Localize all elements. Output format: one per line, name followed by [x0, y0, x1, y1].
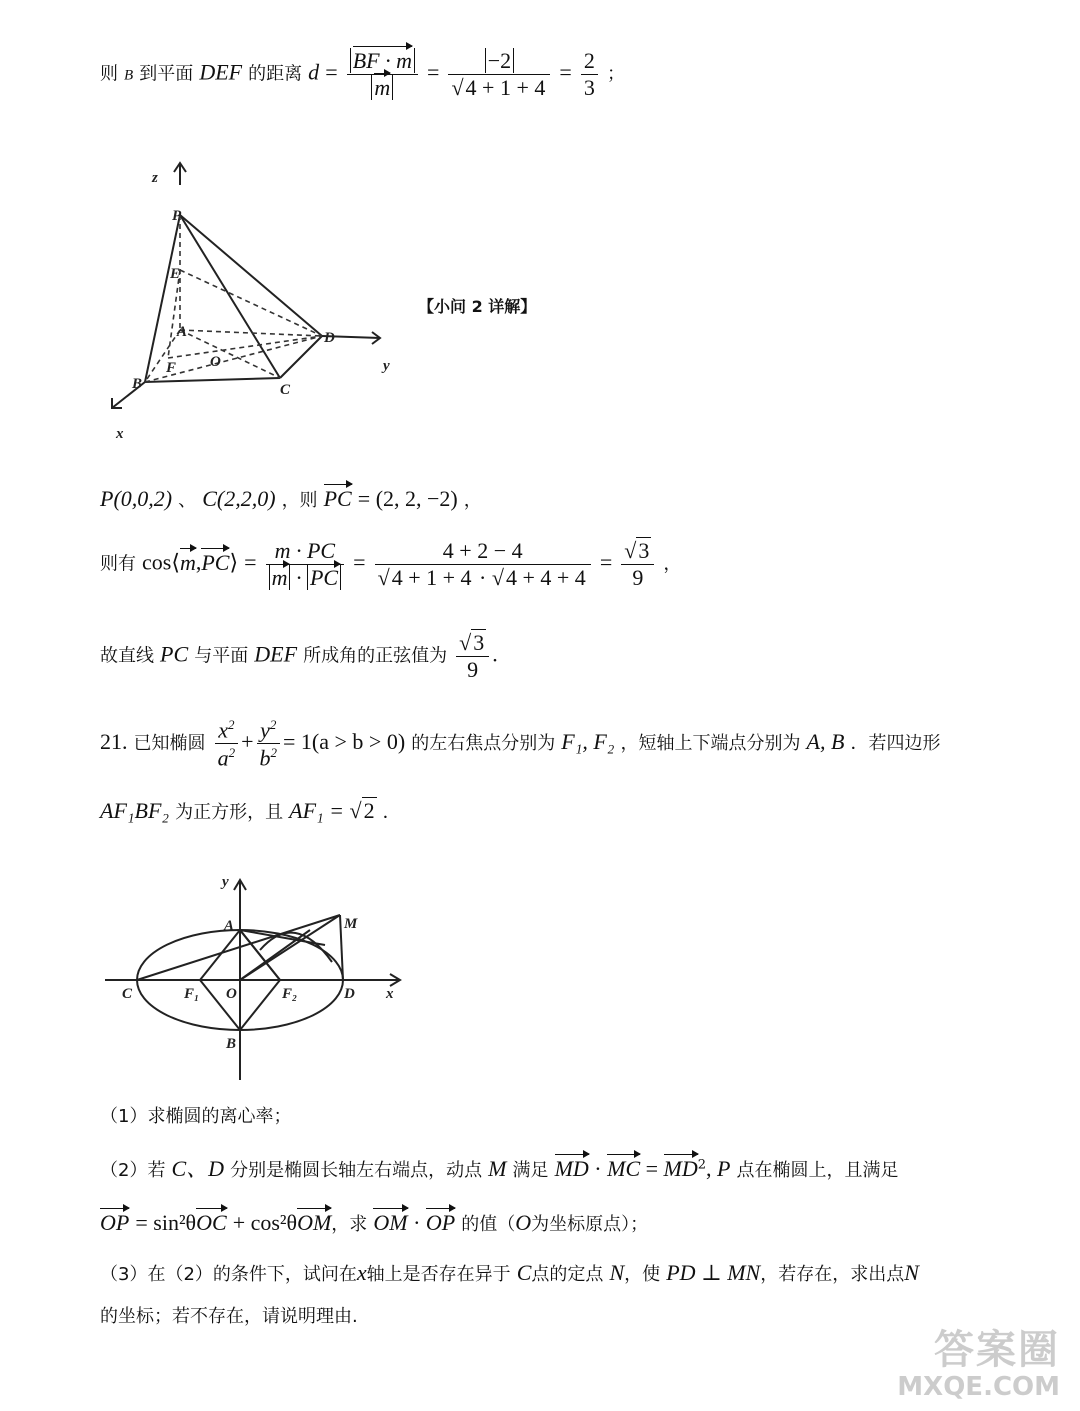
point-C: C — [516, 1260, 532, 1285]
cosine-line: 则有 cos⟨m,PC⟩ = $\frac{m \cdot PC}{m \cdot PC}$ = $\frac{4 + 2 - 4}{√4 + 1 + 4 \cdot √4 + 4 + 4}$ = $\frac{√3}{9}$ ， — [100, 538, 682, 590]
vector-m: m — [179, 549, 196, 575]
text: + cos²θ — [232, 1210, 298, 1235]
endpoints-AB: A, B — [806, 728, 845, 754]
ellipse-condition: = 1(a > b > 0) — [283, 728, 406, 754]
vector-PC: PC — [201, 549, 230, 575]
text: 故直线 — [100, 645, 154, 667]
text: 则 — [100, 63, 118, 85]
point-label-D: D — [344, 986, 355, 1002]
axis-label-x: x — [116, 426, 124, 442]
perpendicular-condition: PD ⊥ MN — [666, 1260, 761, 1285]
point-label-D: D — [324, 330, 335, 346]
text: 的距离 — [248, 63, 303, 85]
point-label-O: O — [226, 986, 237, 1002]
line-PC: PC — [160, 641, 189, 667]
text: ，若存在，求出点 — [760, 1264, 905, 1285]
point-label-P: P — [172, 208, 182, 224]
part-3-line-2: 的坐标；若不存在，请说明理由. — [100, 1306, 358, 1327]
text: 则有 — [100, 553, 136, 575]
question-number: 21. — [100, 728, 128, 754]
punct: ． — [382, 802, 401, 823]
vector-OM: OM — [373, 1210, 408, 1235]
vector-MD: MD — [554, 1156, 589, 1181]
punct: ， — [663, 553, 682, 575]
denominator: 3 — [583, 75, 595, 100]
fraction-result — [581, 50, 598, 99]
text: 分别是椭圆长轴左右端点，动点 — [230, 1160, 483, 1181]
plane-label: DEF — [199, 59, 243, 85]
ellipse-frac-y: $\frac{y^2}{b^2}$ — [257, 718, 281, 770]
den-b: 4 + 4 + 4 — [505, 565, 586, 590]
text: ，使 — [624, 1264, 661, 1285]
point-N: N — [609, 1260, 625, 1285]
point-N: N — [904, 1260, 919, 1285]
point-label-F1: F₁ — [184, 986, 200, 1002]
text: 的值（ — [461, 1214, 516, 1235]
question-21-line-1: 21. 已知椭圆 $\frac{x^2}{a^2}$ + $\frac{y^2}{b^2}$ = 1(a > b > 0) 的左右焦点分别为 F₁, F₂ ，短轴上下端点分别为 A, B ．若四边形 — [100, 717, 941, 771]
conclusion-line — [100, 632, 498, 681]
point-label-M: M — [344, 916, 358, 932]
text: 所成角的正弦值为 — [303, 645, 448, 667]
fraction-1 — [347, 50, 418, 99]
fraction-cos-2: $\frac{4 + 2 - 4}{√4 + 1 + 4 \cdot √4 + 4 + 4}$ — [375, 540, 591, 589]
point-label-B: B — [132, 376, 143, 392]
watermark-url: MXQE.COM — [897, 1372, 1060, 1402]
text: 点的定点 — [531, 1264, 604, 1285]
part-2-line-2: OP = sin²θOC + cos²θOM，求 OM · OP 的值（O为坐标原点）； — [100, 1210, 649, 1235]
coords-line — [100, 488, 482, 510]
vector-OC: OC — [196, 1210, 227, 1235]
vector-OM: OM — [297, 1210, 332, 1235]
text: ．若四边形 — [850, 732, 941, 754]
point-label-A: A — [177, 324, 188, 340]
denominator: 9 — [467, 657, 479, 682]
quadrilateral: AF₁BF₂ — [100, 798, 170, 823]
pyramid-figure — [100, 160, 410, 450]
numerator: 3 — [638, 538, 650, 563]
text: = sin²θ — [135, 1210, 197, 1235]
segment-AF1: AF₁ = — [289, 798, 350, 823]
distance-formula-line: 则 B 到平面 DEF 的距离 d = $\frac{BF \cdot m}{m}$ = $\frac{-2}{√4 + 1 + 4}$ = $\frac{2}{3}$ ； — [100, 48, 625, 100]
text: 为正方形，且 — [175, 802, 284, 823]
text: 为坐标原点）； — [531, 1214, 649, 1235]
plane-DEF: DEF — [254, 641, 298, 667]
ellipse-frac-x: $\frac{x^2}{a^2}$ — [215, 718, 239, 770]
question-21-line-2: AF₁BF₂ 为正方形，且 AF₁ = √2 ． — [100, 798, 401, 823]
sqrt-value: 2 — [363, 798, 375, 823]
fraction-cos-result: $\frac{√3}{9}$ — [621, 540, 654, 589]
foci-labels: F₁, F₂ — [561, 728, 615, 754]
point-label-B: B — [226, 1036, 237, 1052]
part-2-line-1: （2）若 C、D 分别是椭圆长轴左右端点，动点 M 满足 MD · MC = $MD^2$, P 点在椭圆上，且满足 — [100, 1156, 899, 1181]
point-C-coords: C(2,2,0) — [202, 486, 276, 511]
text: 已知椭圆 — [133, 732, 206, 754]
denominator: 4 + 1 + 4 — [465, 75, 546, 100]
point-O: O — [515, 1210, 532, 1235]
point-P-coords: P(0,0,2) — [100, 486, 173, 511]
point-M: M — [488, 1156, 507, 1181]
point-label-E: E — [170, 266, 181, 282]
numerator: m · PC — [266, 540, 345, 565]
text: （3）在（2）的条件下，试问在 — [100, 1264, 357, 1285]
point-label-O: O — [210, 354, 221, 370]
ellipse-figure — [100, 870, 420, 1090]
numerator: −2 — [485, 48, 514, 73]
vector-PC: PC — [323, 486, 352, 511]
point-P: P — [717, 1156, 731, 1181]
vector-MD-squared: MD — [663, 1156, 698, 1181]
vector-MC: MC — [607, 1156, 641, 1181]
sub-heading: 【小问 2 详解】 — [418, 297, 537, 316]
watermark-logo: 答案圈 — [934, 1327, 1060, 1373]
text: 的左右焦点分别为 — [411, 732, 556, 754]
text: ，求 — [331, 1214, 368, 1235]
cos-open: cos⟨ — [142, 549, 180, 575]
point-label-C: C — [280, 382, 291, 398]
vector-PC-value: = (2, 2, −2) — [357, 486, 458, 511]
fraction-cos-1: $\frac{m \cdot PC}{m \cdot PC}$ — [266, 540, 345, 589]
den-a: 4 + 1 + 4 — [391, 565, 472, 590]
points-CD: C、D — [171, 1156, 225, 1181]
axis-label-x: x — [386, 986, 394, 1002]
axis-label-y: y — [383, 358, 390, 374]
punct: ， — [463, 490, 482, 511]
point-label-A: A — [224, 918, 235, 934]
den-PC: PC — [307, 564, 341, 590]
text: 到平面 — [139, 63, 194, 85]
text: （2）若 — [100, 1160, 166, 1181]
cos-close: ⟩ — [229, 549, 239, 575]
vector-OP: OP — [100, 1210, 130, 1235]
var-x: x — [356, 1260, 367, 1285]
fraction-2: $\frac{-2}{√4 + 1 + 4}$ — [448, 50, 550, 99]
part-1: （1）求椭圆的离心率； — [100, 1106, 292, 1127]
text: ，则 — [281, 490, 318, 511]
numerator: 2 — [581, 50, 598, 75]
text: 满足 — [512, 1160, 549, 1181]
var-d: d — [308, 59, 320, 85]
numerator: BF · m — [352, 48, 412, 73]
sep: 、 — [178, 490, 197, 511]
vector-OP: OP — [425, 1210, 456, 1235]
denominator: 9 — [632, 565, 644, 590]
fraction-sine: $\frac{√3}{9}$ — [456, 632, 489, 681]
text: 点在椭圆上，且满足 — [736, 1160, 899, 1181]
punct: ； — [606, 63, 625, 85]
text: 与平面 — [194, 645, 249, 667]
den-m: m — [269, 564, 291, 590]
point-label-C: C — [122, 986, 133, 1002]
point-label: B — [124, 67, 134, 84]
numerator: 4 + 2 − 4 — [375, 540, 591, 565]
text: ，短轴上下端点分别为 — [620, 732, 801, 754]
part-3-line-1 — [100, 1262, 919, 1284]
axis-label-y: y — [222, 874, 229, 890]
text: 轴上是否存在异于 — [366, 1264, 511, 1285]
denominator: m — [374, 75, 391, 100]
numerator: 3 — [473, 630, 485, 655]
point-label-F2: F₂ — [282, 986, 298, 1002]
axis-label-z: z — [152, 170, 158, 186]
punct: . — [492, 641, 498, 667]
point-label-F: F — [166, 360, 177, 376]
